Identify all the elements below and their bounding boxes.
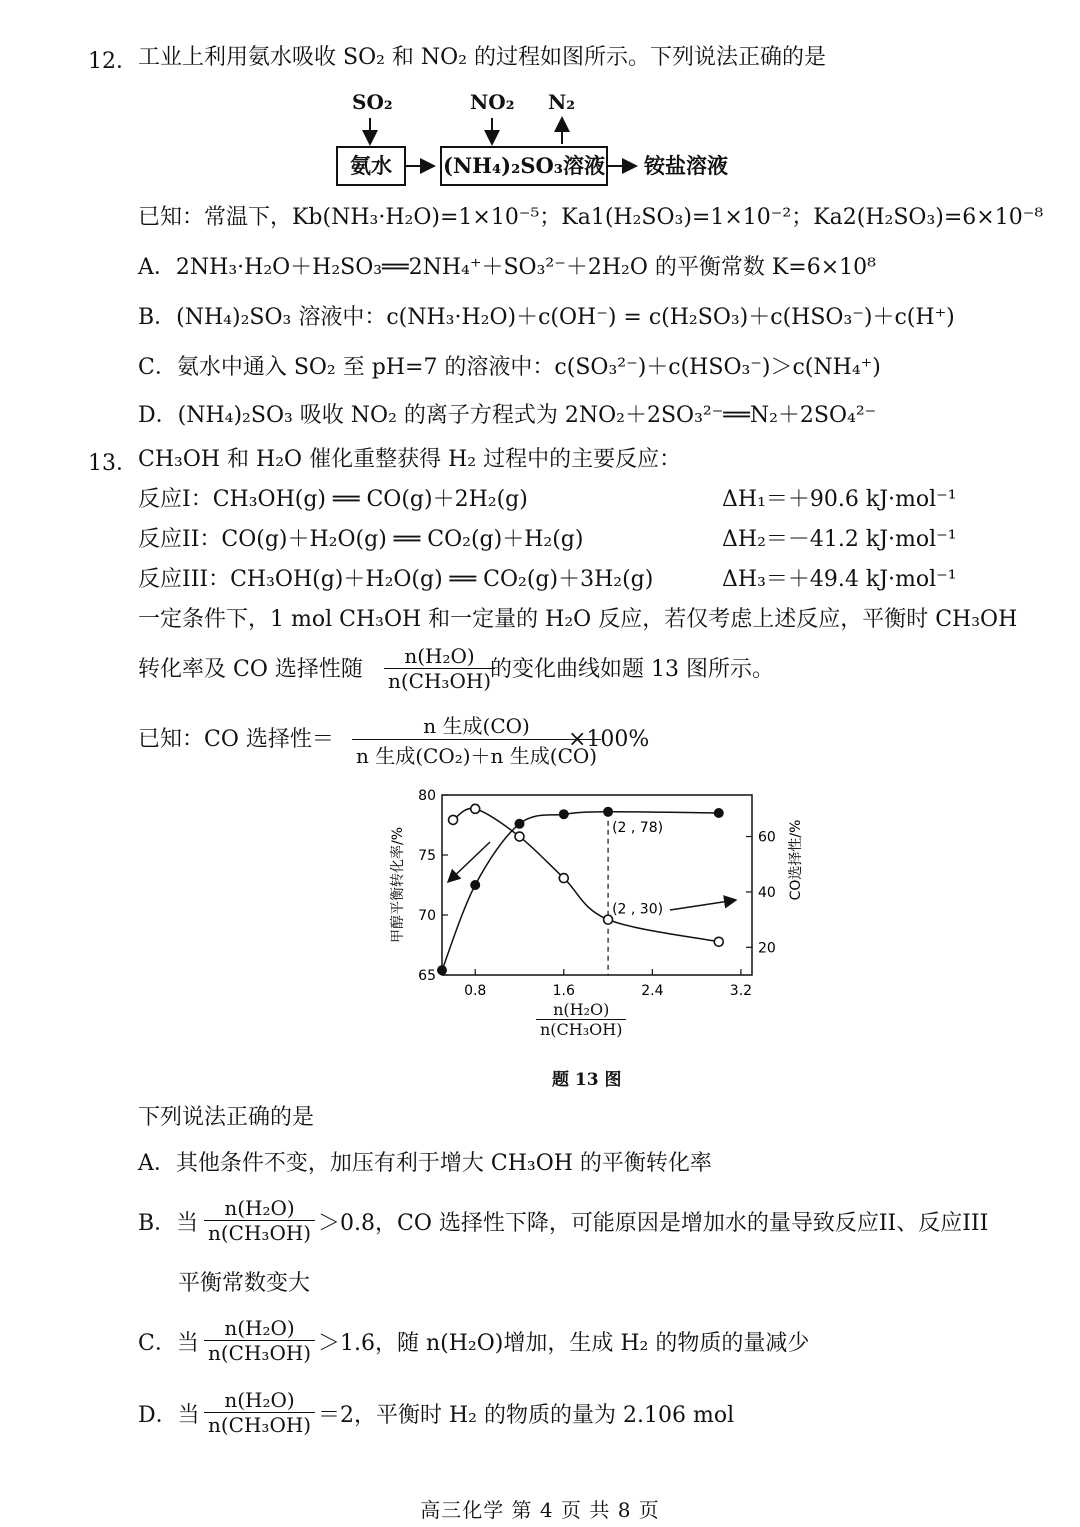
left-tick-label: 75 bbox=[418, 848, 436, 864]
conversion-point bbox=[515, 819, 524, 828]
co-selectivity-point bbox=[714, 937, 723, 946]
selectivity-prefix: 已知：CO 选择性＝ bbox=[138, 727, 334, 752]
x-tick-label: 2.4 bbox=[641, 983, 664, 999]
conversion-curve bbox=[442, 812, 719, 970]
q12-option-d: D．(NH₄)₂SO₃ 吸收 NO₂ 的离子方程式为 2NO₂＋2SO₃²⁻══N₂＋2SO₄²⁻ bbox=[138, 403, 877, 428]
chart-frame bbox=[442, 795, 752, 975]
right-axis-label: CO选择性/% bbox=[788, 819, 804, 901]
ratio-numerator: n(H₂O) bbox=[404, 644, 475, 668]
q13-option-b-prefix: B．当 bbox=[138, 1211, 199, 1236]
option-c-denominator: n(CH₃OH) bbox=[204, 1340, 315, 1365]
x-tick-label: 0.8 bbox=[464, 983, 487, 999]
flow-no2-label: NO₂ bbox=[470, 90, 515, 114]
option-c-fraction bbox=[204, 1316, 315, 1365]
selectivity-fraction bbox=[352, 710, 601, 769]
flow-box-sulfite: (NH₄)₂SO₃溶液 bbox=[440, 146, 608, 186]
chart-caption: 题 13 图 bbox=[552, 1070, 622, 1090]
q13-condition-line1: 一定条件下，1 mol CH₃OH 和一定量的 H₂O 反应，若仅考虑上述反应，平衡时 CH₃OH bbox=[138, 607, 1018, 632]
conversion-point bbox=[604, 807, 613, 816]
q12-known: 已知：常温下，Kb(NH₃·H₂O)=1×10⁻⁵；Ka1(H₂SO₃)=1×10⁻²；Ka2(H₂SO₃)=6×10⁻⁸ bbox=[138, 205, 1044, 230]
x-tick-label: 3.2 bbox=[729, 983, 753, 999]
co-selectivity-point bbox=[559, 874, 568, 883]
left-tick-label: 70 bbox=[418, 908, 436, 924]
left-axis-pointer-arrow bbox=[448, 842, 490, 882]
q13-option-c-prefix: C．当 bbox=[138, 1331, 199, 1356]
q13-condition-line2b: 的变化曲线如题 13 图所示。 bbox=[490, 657, 774, 682]
flow-n2-label: N₂ bbox=[548, 90, 576, 114]
ratio-denominator: n(CH₃OH) bbox=[384, 668, 495, 693]
flow-output-label: 铵盐溶液 bbox=[644, 153, 728, 178]
co-selectivity-point bbox=[515, 832, 524, 841]
left-tick-label: 80 bbox=[418, 788, 436, 804]
q13-stem: CH₃OH 和 H₂O 催化重整获得 H₂ 过程中的主要反应： bbox=[138, 447, 682, 472]
selectivity-numerator: n 生成(CO) bbox=[423, 714, 530, 738]
q13-ask: 下列说法正确的是 bbox=[138, 1105, 315, 1130]
option-d-fraction bbox=[204, 1388, 315, 1437]
q13-number: 13． bbox=[88, 451, 138, 476]
x-axis-label-numerator: n(H₂O) bbox=[553, 1000, 610, 1019]
conversion-point bbox=[559, 810, 568, 819]
option-c-numerator: n(H₂O) bbox=[224, 1316, 295, 1340]
reaction-3: 反应III：CH₃OH(g)＋H₂O(g) ══ CO₂(g)＋3H₂(g) bbox=[138, 567, 654, 592]
annotation-2-78: (2 , 78) bbox=[612, 819, 664, 836]
q12-number: 12． bbox=[88, 49, 138, 74]
flow-box-ammonia: 氨水 bbox=[336, 146, 406, 186]
q13-option-b-text: ＞0.8，CO 选择性下降，可能原因是增加水的量导致反应II、反应III bbox=[318, 1211, 989, 1236]
x-axis-label-denominator: n(CH₃OH) bbox=[536, 1019, 626, 1039]
option-b-denominator: n(CH₃OH) bbox=[204, 1220, 315, 1245]
co-selectivity-point bbox=[471, 804, 480, 813]
x-axis-label bbox=[536, 1000, 626, 1039]
reaction-3-dh: ΔH₃＝＋49.4 kJ·mol⁻¹ bbox=[722, 567, 957, 592]
option-d-numerator: n(H₂O) bbox=[224, 1388, 295, 1412]
q12-stem: 工业上利用氨水吸收 SO₂ 和 NO₂ 的过程如图所示。下列说法正确的是 bbox=[138, 45, 827, 70]
co-selectivity-point bbox=[449, 815, 458, 824]
q13-condition-line2a: 转化率及 CO 选择性随 bbox=[138, 657, 363, 682]
q12-option-b: B．(NH₄)₂SO₃ 溶液中：c(NH₃·H₂O)＋c(OH⁻) = c(H₂SO₃)＋c(HSO₃⁻)＋c(H⁺) bbox=[138, 305, 955, 330]
co-selectivity-curve bbox=[453, 808, 719, 941]
q13-option-c-text: ＞1.6，随 n(H₂O)增加，生成 H₂ 的物质的量减少 bbox=[318, 1331, 810, 1356]
reaction-2: 反应II：CO(g)＋H₂O(g) ══ CO₂(g)＋H₂(g) bbox=[138, 527, 584, 552]
conversion-point bbox=[714, 809, 723, 818]
q13-option-d-text: ＝2，平衡时 H₂ 的物质的量为 2.106 mol bbox=[318, 1403, 735, 1428]
conversion-point bbox=[438, 966, 447, 975]
reaction-2-dh: ΔH₂＝－41.2 kJ·mol⁻¹ bbox=[722, 527, 957, 552]
conversion-point bbox=[471, 881, 480, 890]
reaction-1-dh: ΔH₁＝＋90.6 kJ·mol⁻¹ bbox=[722, 487, 957, 512]
q13-option-a: A．其他条件不变，加压有利于增大 CH₃OH 的平衡转化率 bbox=[138, 1151, 712, 1176]
reaction-1: 反应I：CH₃OH(g) ══ CO(g)＋2H₂(g) bbox=[138, 487, 528, 512]
annotation-2-30: (2 , 30) bbox=[612, 901, 664, 918]
option-b-numerator: n(H₂O) bbox=[224, 1196, 295, 1220]
right-axis-pointer-arrow bbox=[670, 900, 736, 910]
x-tick-label: 1.6 bbox=[552, 983, 575, 999]
ratio-fraction bbox=[384, 644, 495, 693]
right-tick-label: 40 bbox=[758, 884, 776, 901]
q13-option-d-prefix: D．当 bbox=[138, 1403, 200, 1428]
option-b-fraction bbox=[204, 1196, 315, 1245]
right-tick-label: 20 bbox=[758, 940, 776, 957]
page-footer: 高三化学 第 4 页 共 8 页 bbox=[420, 1498, 660, 1522]
left-axis-label: 甲醇平衡转化率/% bbox=[390, 826, 406, 944]
option-d-denominator: n(CH₃OH) bbox=[204, 1412, 315, 1437]
q13-option-b-line2: 平衡常数变大 bbox=[178, 1271, 311, 1296]
flow-so2-label: SO₂ bbox=[352, 90, 393, 114]
q12-option-c: C．氨水中通入 SO₂ 至 pH=7 的溶液中：c(SO₃²⁻)＋c(HSO₃⁻)＞c(NH₄⁺) bbox=[138, 355, 881, 380]
right-tick-label: 60 bbox=[758, 829, 776, 846]
selectivity-suffix: ×100% bbox=[568, 727, 650, 752]
selectivity-denominator: n 生成(CO₂)＋n 生成(CO) bbox=[352, 739, 601, 769]
q12-option-a: A．2NH₃·H₂O＋H₂SO₃══2NH₄⁺＋SO₃²⁻＋2H₂O 的平衡常数 K=6×10⁸ bbox=[138, 255, 876, 280]
left-tick-label: 65 bbox=[418, 968, 436, 984]
